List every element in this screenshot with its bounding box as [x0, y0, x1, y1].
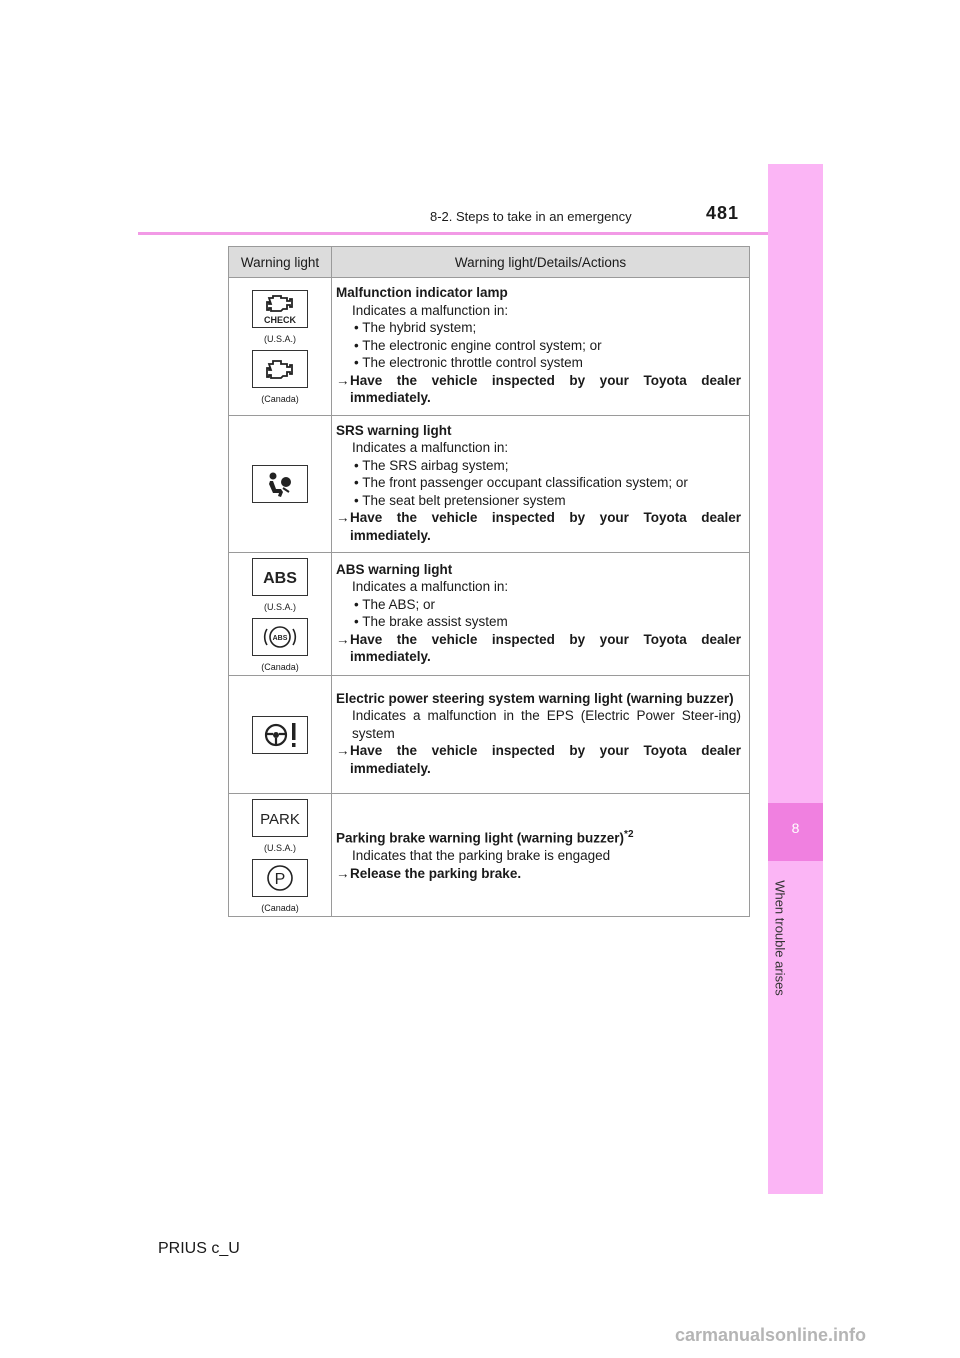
row-title: Electric power steering system warning light (warning buzzer) [336, 690, 734, 706]
icon-cell [229, 278, 332, 416]
bullet-item: • The SRS airbag system; [354, 457, 509, 473]
chapter-label: When trouble arises [772, 879, 788, 996]
page-number: 481 [706, 203, 740, 223]
check-engine-icon [252, 290, 308, 328]
abs-usa-text: ABS [263, 570, 297, 587]
row-action: →Have the vehicle inspected by your Toyota dealer immediately. [336, 631, 741, 664]
row-action: →Release the parking brake. [336, 865, 522, 881]
table-row [229, 676, 750, 794]
row-intro: Indicates that the parking brake is engaged [352, 848, 611, 863]
abs-usa-icon [252, 558, 308, 596]
bullet-item: • The seat belt pretensioner system [354, 492, 566, 508]
icon-cell [229, 415, 332, 553]
region-label-canada: (Canada) [261, 394, 299, 405]
bullet-item: • The electronic engine control system; or [354, 337, 602, 353]
bullet-item: • The brake assist system [354, 614, 508, 629]
region-label-usa: (U.S.A.) [263, 602, 296, 612]
row-action: →Have the vehicle inspected by your Toyota dealer immediately. [336, 743, 741, 776]
model-code: PRIUS c_U [158, 1240, 240, 1257]
park-canada-icon [252, 859, 308, 897]
arrow-icon: → [336, 743, 350, 759]
watermark: carmanualsonline.info [675, 1325, 867, 1345]
chapter-number: 8 [791, 820, 800, 836]
row-action: →Have the vehicle inspected by your Toyota dealer immediately. [336, 510, 741, 543]
steering-warning-icon [252, 716, 308, 754]
svg-text:CHECK: CHECK [263, 315, 297, 326]
row-title: Malfunction indicator lamp [336, 285, 508, 300]
region-label-usa: (U.S.A.) [263, 334, 296, 345]
arrow-icon: → [336, 865, 350, 881]
row-title: Parking brake warning light (warning buzzer)$^{*2}$ [336, 829, 634, 846]
park-usa-text: PARK [260, 811, 300, 828]
warning-light-table [228, 246, 750, 917]
table-row [229, 278, 750, 416]
column-header-details: Warning light/Details/Actions [332, 247, 750, 278]
icon-cell [229, 553, 332, 676]
region-label-canada: (Canada) [261, 903, 299, 913]
airbag-icon [252, 465, 308, 503]
region-label-canada: (Canada) [261, 662, 299, 672]
row-intro: Indicates a malfunction in: [352, 440, 509, 455]
row-title: SRS warning light [336, 422, 452, 438]
details-cell [332, 794, 750, 917]
row-action: →Have the vehicle inspected by your Toyota dealer immediately. [336, 372, 741, 405]
region-label-usa: (U.S.A.) [263, 843, 296, 853]
header-rule [138, 232, 823, 235]
row-intro: Indicates a malfunction in: [352, 579, 509, 594]
bullet-item: • The front passenger occupant classification system; or [354, 475, 688, 490]
section-title: 8-2. Steps to take in an emergency [430, 209, 632, 224]
details-cell [332, 278, 750, 416]
column-header-warning-light: Warning light [229, 247, 332, 278]
table-header-row [229, 247, 750, 278]
table-row [229, 553, 750, 676]
table-row [229, 794, 750, 917]
bullet-item: • The electronic throttle control system [354, 355, 583, 370]
arrow-icon: → [336, 510, 350, 525]
table-row [229, 415, 750, 553]
row-intro: Indicates a malfunction in: [352, 302, 509, 318]
details-cell [332, 676, 750, 794]
details-cell [332, 415, 750, 553]
bullet-item: • The ABS; or [354, 596, 436, 612]
details-cell [332, 553, 750, 676]
park-usa-icon [252, 799, 308, 837]
chapter-side-tab [768, 164, 823, 1194]
row-intro: Indicates a malfunction in the EPS (Electric Power Steer-ing) system [352, 708, 741, 741]
abs-canada-icon [252, 618, 308, 656]
footnote-marker: *2 [624, 829, 634, 840]
arrow-icon: → [336, 631, 350, 647]
row-title: ABS warning light [336, 561, 453, 577]
park-canada-text: P [274, 871, 286, 888]
bullet-item: • The hybrid system; [354, 320, 477, 335]
engine-icon [252, 350, 308, 388]
abs-canada-text: ABS [272, 635, 288, 642]
icon-cell [229, 676, 332, 794]
arrow-icon: → [336, 372, 350, 388]
icon-cell [229, 794, 332, 917]
